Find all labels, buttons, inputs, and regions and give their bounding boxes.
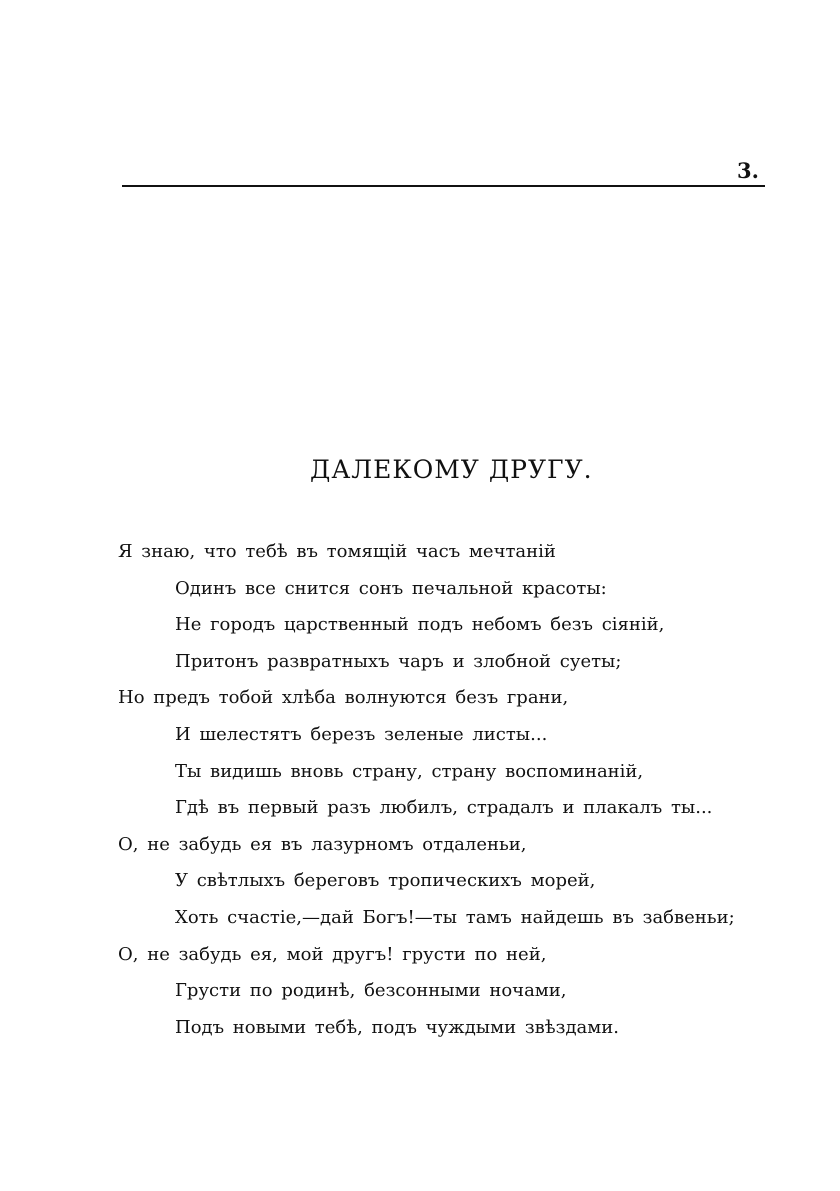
header-rule (122, 185, 765, 187)
poem-line: Но предъ тобой хлѣба волнуются безъ грани, (118, 687, 569, 709)
poem-title: ДАЛЕКОМУ ДРУГУ. (310, 455, 593, 484)
poem-line: Грусти по родинѣ, безсонными ночами, (175, 980, 567, 1002)
poem-line: Притонъ развратныхъ чаръ и злобной суеты; (175, 650, 622, 672)
poem-line: Одинъ все снится сонъ печальной красоты: (175, 577, 607, 599)
page-number: 3. (737, 158, 759, 183)
poem-line: Не городъ царственный подъ небомъ безъ сіяній, (175, 614, 665, 636)
poem-line: У свѣтлыхъ береговъ тропическихъ морей, (175, 870, 596, 892)
poem-line: Я знаю, что тебѣ въ томящій часъ мечтаній (118, 541, 556, 562)
poem-line: О, не забудь ея въ лазурномъ отдаленьи, (118, 833, 527, 855)
poem-line: Подъ новыми тебѣ, подъ чуждыми звѣздами. (175, 1016, 619, 1038)
poem-line: О, не забудь ея, мой другъ! грусти по ней, (118, 943, 547, 965)
poem-line: Гдѣ въ первый разъ любилъ, страдалъ и плакалъ ты... (175, 797, 713, 819)
poem-line: И шелестятъ березъ зеленые листы... (175, 723, 548, 745)
poem-body (118, 534, 788, 1046)
poem-line: Хоть счастіе,—дай Богъ!—ты тамъ найдешь въ забвеньи; (175, 906, 735, 928)
poem-line: Ты видишь вновь страну, страну воспоминаній, (175, 760, 644, 782)
